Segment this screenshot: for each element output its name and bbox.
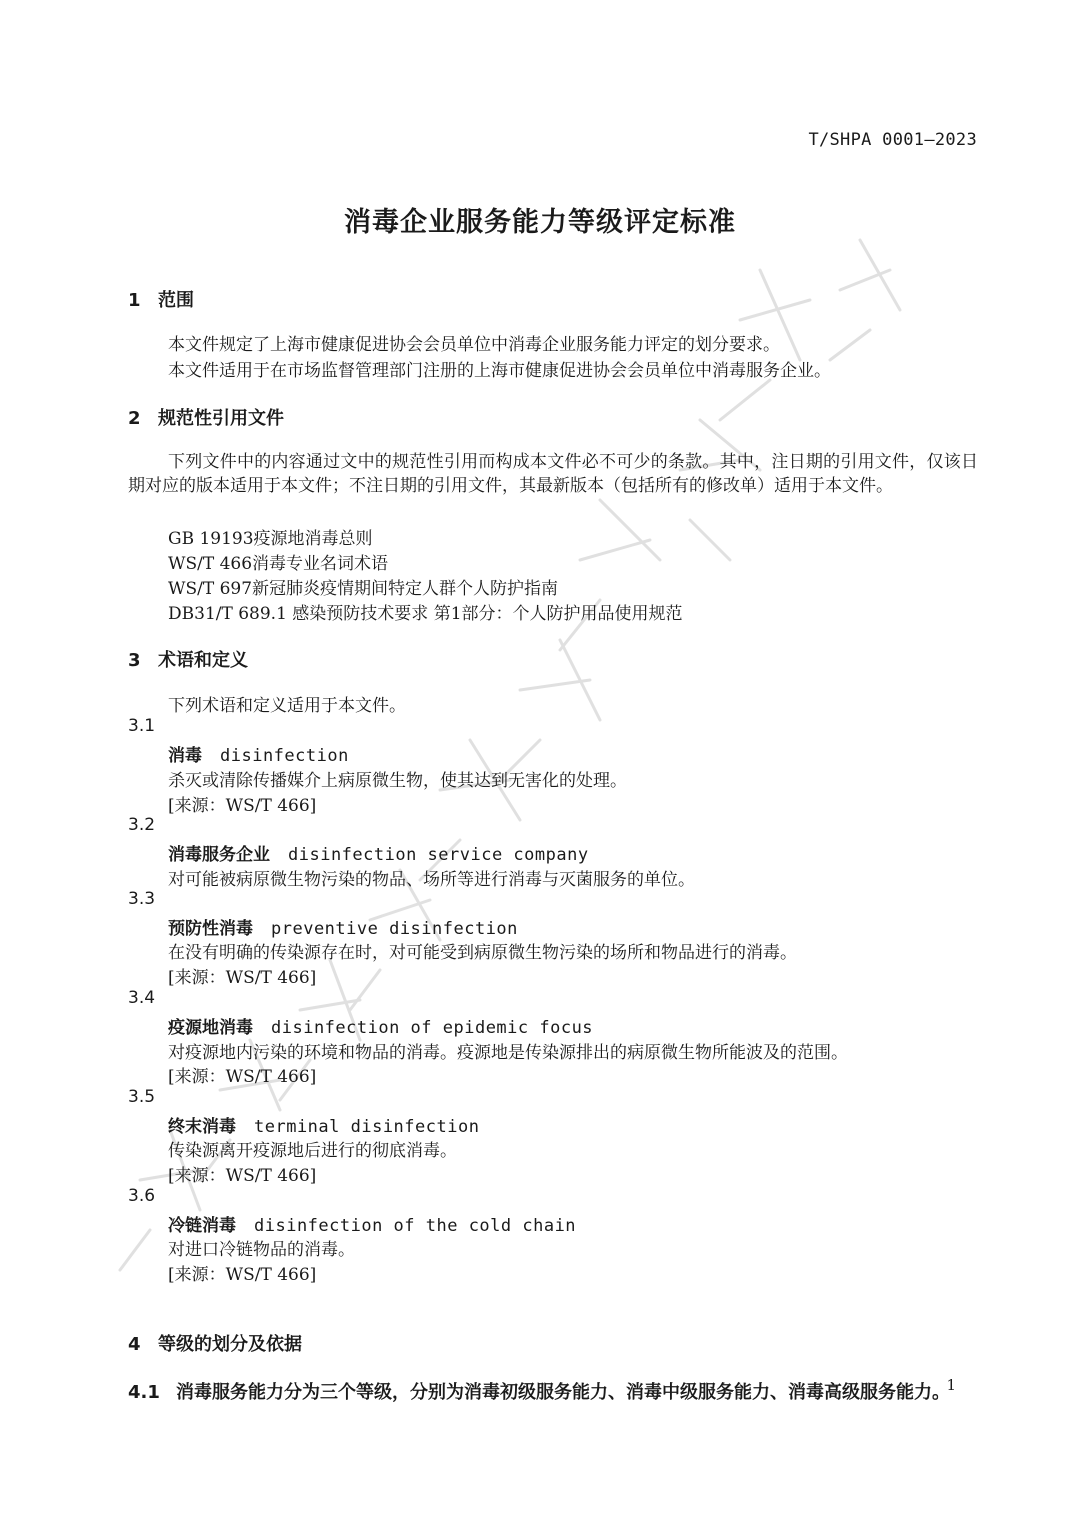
section-2-heading: [128, 404, 284, 430]
term-definition: 对疫源地内污染的环境和物品的消毒。疫源地是传染源排出的病原微生物所能波及的范围。: [168, 1043, 848, 1063]
section-title: 术语和定义: [158, 650, 248, 671]
term-entry: [168, 1211, 576, 1236]
term-en: preventive disinfection: [271, 919, 518, 939]
document-code: T/SHPA 0001—2023: [808, 130, 977, 150]
document-title: 消毒企业服务能力等级评定标准: [344, 207, 736, 238]
term-source: [来源：WS/T 466]: [168, 1166, 317, 1186]
clause-4-1: [128, 1378, 950, 1404]
clause-text: 消毒服务能力分为三个等级，分别为消毒初级服务能力、消毒中级服务能力、消毒高级服务能力。: [176, 1382, 950, 1403]
section-title: 范围: [158, 290, 194, 311]
section-3-heading: [128, 646, 248, 672]
term-en: disinfection of epidemic focus: [271, 1018, 594, 1038]
term-en: terminal disinfection: [254, 1117, 480, 1137]
term-en: disinfection service company: [288, 845, 589, 865]
term-zh: 消毒服务企业: [168, 845, 270, 865]
section-4-heading: [128, 1330, 302, 1356]
clause-number: 4.1: [128, 1382, 160, 1403]
term-entry: [168, 741, 349, 766]
term-entry: [168, 1013, 593, 1038]
term-definition: 杀灭或清除传播媒介上病原微生物，使其达到无害化的处理。: [168, 771, 627, 791]
section-number: 3: [128, 650, 141, 671]
term-definition: 传染源离开疫源地后进行的彻底消毒。: [168, 1141, 457, 1161]
term-zh: 疫源地消毒: [168, 1018, 253, 1038]
clause-number: 3.5: [128, 1087, 156, 1107]
reference-item: WS/T 697新冠肺炎疫情期间特定人群个人防护指南: [168, 579, 559, 599]
term-definition: 在没有明确的传染源存在时，对可能受到病原微生物污染的场所和物品进行的消毒。: [168, 943, 797, 963]
reference-item: GB 19193疫源地消毒总则: [168, 529, 373, 549]
term-source: [来源：WS/T 466]: [168, 1067, 317, 1087]
section-number: 2: [128, 408, 141, 429]
reference-item: DB31/T 689.1 感染预防技术要求 第1部分：个人防护用品使用规范: [168, 604, 683, 624]
term-source: [来源：WS/T 466]: [168, 968, 317, 988]
paragraph: 本文件规定了上海市健康促进协会会员单位中消毒企业服务能力评定的划分要求。: [168, 335, 780, 355]
clause-number: 3.2: [128, 815, 156, 835]
clause-number: 3.1: [128, 716, 156, 736]
section-title: 等级的划分及依据: [158, 1334, 302, 1355]
term-entry: [168, 1112, 479, 1137]
term-en: disinfection of the cold chain: [254, 1216, 577, 1236]
paragraph: 下列术语和定义适用于本文件。: [168, 696, 406, 716]
reference-item: WS/T 466消毒专业名词术语: [168, 554, 389, 574]
term-entry: [168, 914, 518, 939]
term-zh: 预防性消毒: [168, 919, 253, 939]
clause-number: 3.3: [128, 889, 156, 909]
term-zh: 冷链消毒: [168, 1216, 236, 1236]
section-1-heading: [128, 286, 194, 312]
term-definition: 对进口冷链物品的消毒。: [168, 1240, 355, 1260]
term-definition: 对可能被病原微生物污染的物品、场所等进行消毒与灭菌服务的单位。: [168, 870, 695, 890]
term-source: [来源：WS/T 466]: [168, 1265, 317, 1285]
paragraph: 本文件适用于在市场监督管理部门注册的上海市健康促进协会会员单位中消毒服务企业。: [168, 361, 831, 381]
paragraph: 下列文件中的内容通过文中的规范性引用而构成本文件必不可少的条款。其中，注日期的引用文件，仅该日期对应的版本适用于本文件；不注日期的引用文件，其最新版本（包括所有的修改单）适用于本文件。: [128, 452, 978, 496]
term-en: disinfection: [220, 746, 349, 766]
page-number: 1: [946, 1376, 956, 1394]
section-number: 4: [128, 1334, 141, 1355]
clause-number: 3.4: [128, 988, 156, 1008]
section-number: 1: [128, 290, 141, 311]
term-zh: 消毒: [168, 746, 202, 766]
term-entry: [168, 840, 589, 865]
term-source: [来源：WS/T 466]: [168, 796, 317, 816]
section-title: 规范性引用文件: [158, 408, 284, 429]
clause-number: 3.6: [128, 1186, 156, 1206]
term-zh: 终末消毒: [168, 1117, 236, 1137]
